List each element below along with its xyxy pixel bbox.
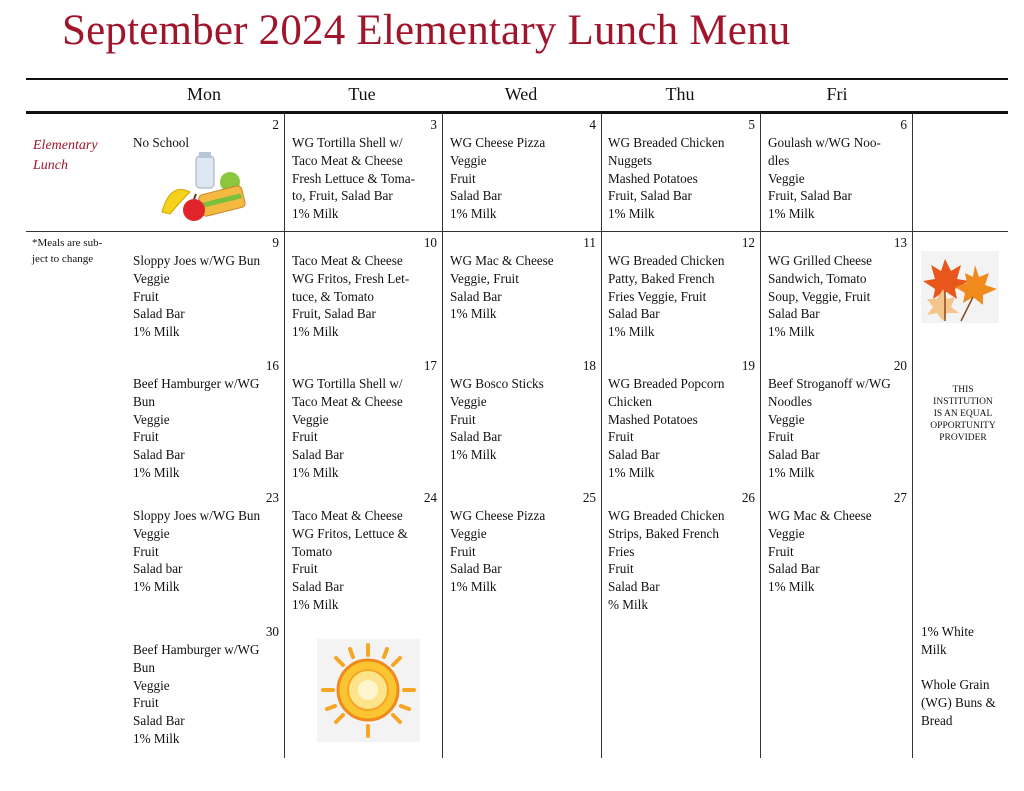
menu-items bbox=[768, 375, 916, 482]
menu-items bbox=[133, 375, 281, 482]
day-date: 6 bbox=[900, 117, 907, 132]
menu-item: Veggie bbox=[133, 525, 170, 541]
menu-item: Mashed Potatoes bbox=[608, 170, 698, 186]
day-date: 16 bbox=[265, 358, 279, 373]
day-cell bbox=[292, 116, 441, 234]
menu-item: 1% Milk bbox=[608, 206, 655, 222]
menu-item: WG Breaded Chicken bbox=[608, 135, 725, 150]
day-cell bbox=[133, 234, 283, 352]
menu-item: Salad Bar bbox=[608, 306, 660, 322]
menu-item: Veggie bbox=[450, 525, 487, 541]
menu-item: Beef Hamburger w/WG bbox=[133, 376, 260, 391]
col-divider bbox=[601, 114, 602, 758]
day-date: 13 bbox=[893, 235, 907, 250]
side-label-line: Lunch bbox=[33, 158, 68, 173]
menu-item: Salad Bar bbox=[133, 713, 185, 729]
page-title: September 2024 Elementary Lunch Menu bbox=[62, 7, 791, 54]
day-date: 25 bbox=[582, 490, 596, 505]
menu-item: 1% Milk bbox=[133, 579, 180, 595]
day-cell bbox=[608, 116, 759, 234]
menu-item: WG Breaded Chicken bbox=[608, 253, 725, 268]
menu-item: 1% Milk bbox=[450, 206, 497, 222]
menu-item: 1% Milk bbox=[292, 464, 339, 480]
menu-item: Salad Bar bbox=[768, 447, 820, 463]
day-header-fri: Fri bbox=[826, 84, 848, 104]
equal-opportunity-statement bbox=[918, 384, 1008, 444]
menu-item: 1% Milk bbox=[450, 447, 497, 463]
menu-item: Salad Bar bbox=[450, 429, 502, 445]
menu-item: Bun bbox=[133, 659, 155, 675]
day-header-mon: Mon bbox=[186, 84, 221, 104]
equal-line: OPPORTUNITY bbox=[930, 421, 996, 431]
day-cell bbox=[450, 357, 600, 475]
menu-item: Taco Meat & Cheese bbox=[292, 152, 403, 168]
equal-line: IS AN EQUAL bbox=[933, 409, 993, 419]
menu-item: 1% Milk bbox=[133, 730, 180, 746]
menu-item: Veggie bbox=[133, 677, 170, 693]
menu-item: dles bbox=[768, 152, 790, 168]
menu-item: 1% Milk bbox=[768, 579, 815, 595]
day-date: 18 bbox=[582, 358, 596, 373]
lunchbox-icon bbox=[160, 152, 246, 224]
menu-item: Sloppy Joes w/WG Bun bbox=[133, 253, 261, 268]
footer-line: Bread bbox=[921, 712, 953, 728]
day-cell bbox=[133, 623, 283, 746]
day-date: 30 bbox=[265, 624, 279, 639]
menu-item: Salad Bar bbox=[450, 288, 502, 304]
day-date: 2 bbox=[272, 117, 279, 132]
menu-item: Veggie bbox=[133, 411, 170, 427]
menu-item: WG Breaded Chicken bbox=[608, 508, 725, 523]
day-header-tue: Tue bbox=[348, 84, 376, 104]
menu-item: to, Fruit, Salad Bar bbox=[292, 188, 393, 204]
day-cell bbox=[450, 234, 600, 352]
menu-items bbox=[292, 134, 440, 223]
menu-item: Fruit bbox=[133, 429, 159, 445]
day-date: 19 bbox=[741, 358, 755, 373]
menu-item: Fruit bbox=[292, 561, 318, 577]
menu-items bbox=[608, 375, 756, 482]
menu-item: Salad bar bbox=[133, 561, 183, 577]
menu-item: Veggie bbox=[450, 152, 487, 168]
footer-notes bbox=[921, 623, 1009, 730]
day-date: 17 bbox=[423, 358, 437, 373]
menu-item: Patty, Baked French bbox=[608, 270, 715, 286]
menu-item: WG Tortilla Shell w/ bbox=[292, 135, 403, 150]
day-cell bbox=[292, 489, 441, 612]
menu-item: Beef Stroganoff w/WG bbox=[768, 376, 891, 391]
footer-line: Whole Grain bbox=[921, 677, 990, 693]
menu-item: Fruit bbox=[450, 543, 476, 559]
day-cell bbox=[768, 116, 911, 234]
footer-line: 1% White bbox=[921, 624, 974, 639]
day-date: 27 bbox=[893, 490, 907, 505]
day-cell bbox=[768, 234, 911, 352]
day-cell bbox=[608, 357, 759, 480]
menu-item: WG Mac & Cheese bbox=[768, 508, 872, 523]
menu-item: 1% Milk bbox=[133, 464, 180, 480]
menu-items bbox=[608, 507, 756, 614]
menu-item: Chicken bbox=[608, 393, 652, 409]
equal-line: INSTITUTION bbox=[933, 397, 993, 407]
top-rule bbox=[26, 78, 1008, 80]
day-date: 10 bbox=[423, 235, 437, 250]
menu-item: Taco Meat & Cheese bbox=[292, 253, 403, 268]
menu-item: Salad Bar bbox=[450, 561, 502, 577]
header-rule bbox=[26, 111, 1008, 114]
day-date: 26 bbox=[741, 490, 755, 505]
menu-item: Salad Bar bbox=[608, 579, 660, 595]
autumn-leaves-icon bbox=[921, 251, 999, 323]
menu-item: WG Mac & Cheese bbox=[450, 253, 554, 268]
col-divider bbox=[284, 114, 285, 758]
equal-line: THIS bbox=[952, 385, 974, 395]
menu-item: Fruit, Salad Bar bbox=[608, 188, 692, 204]
menu-item: Noodles bbox=[768, 393, 812, 409]
col-divider bbox=[442, 114, 443, 758]
day-date: 9 bbox=[272, 235, 279, 250]
menu-item: Fruit bbox=[133, 288, 159, 304]
day-cell bbox=[608, 234, 759, 352]
menu-item: 1% Milk bbox=[768, 324, 815, 340]
menu-item: Mashed Potatoes bbox=[608, 411, 698, 427]
menu-item: 1% Milk bbox=[450, 306, 497, 322]
menu-item: Goulash w/WG Noo- bbox=[768, 135, 881, 150]
day-date: 3 bbox=[430, 117, 437, 132]
menu-items bbox=[133, 134, 281, 152]
menu-item: Taco Meat & Cheese bbox=[292, 393, 403, 409]
menu-item: 1% Milk bbox=[768, 464, 815, 480]
day-cell bbox=[450, 116, 600, 234]
day-date: 24 bbox=[423, 490, 437, 505]
menu-items bbox=[608, 134, 756, 223]
elementary-lunch-label bbox=[33, 136, 98, 176]
menu-item: WG Fritos, Fresh Let- bbox=[292, 270, 410, 286]
day-cell bbox=[608, 489, 759, 612]
day-header-wed: Wed bbox=[504, 84, 538, 104]
menu-item: WG Breaded Popcorn bbox=[608, 376, 725, 391]
menu-item: Fruit bbox=[292, 429, 318, 445]
menu-item: Salad Bar bbox=[768, 306, 820, 322]
col-divider bbox=[760, 114, 761, 758]
menu-item: Sandwich, Tomato bbox=[768, 270, 867, 286]
menu-item: 1% Milk bbox=[292, 596, 339, 612]
menu-item: 1% Milk bbox=[608, 324, 655, 340]
menu-items bbox=[133, 641, 281, 748]
menu-item: WG Tortilla Shell w/ bbox=[292, 376, 403, 391]
footer-line bbox=[921, 659, 1009, 677]
menu-item: Salad Bar bbox=[450, 188, 502, 204]
menu-item: Strips, Baked French bbox=[608, 525, 719, 541]
menu-item: Veggie bbox=[292, 411, 329, 427]
menu-item: Nuggets bbox=[608, 152, 652, 168]
day-cell bbox=[292, 357, 441, 480]
menu-item: Veggie, Fruit bbox=[450, 270, 519, 286]
day-cell bbox=[768, 489, 911, 607]
menu-item: Tomato bbox=[292, 543, 333, 559]
menu-item: Veggie bbox=[133, 270, 170, 286]
day-cell bbox=[768, 357, 911, 480]
day-cell bbox=[292, 234, 441, 352]
menu-item: Salad Bar bbox=[133, 447, 185, 463]
menu-item: Fries Veggie, Fruit bbox=[608, 288, 707, 304]
menu-item: Fruit bbox=[450, 411, 476, 427]
menu-items bbox=[768, 134, 916, 223]
menu-item: Fruit bbox=[768, 429, 794, 445]
menu-items bbox=[133, 507, 281, 596]
menu-item: Salad Bar bbox=[608, 447, 660, 463]
day-date: 11 bbox=[583, 235, 596, 250]
day-header-thu: Thu bbox=[665, 84, 695, 104]
menu-item: Fruit bbox=[608, 429, 634, 445]
menu-item: Salad Bar bbox=[133, 306, 185, 322]
menu-item: Salad Bar bbox=[292, 579, 344, 595]
menu-item: WG Grilled Cheese bbox=[768, 253, 872, 268]
footer-line: (WG) Buns & bbox=[921, 695, 996, 711]
menu-item: Fruit bbox=[133, 695, 159, 711]
meals-note bbox=[32, 235, 132, 267]
menu-item: Fruit, Salad Bar bbox=[292, 306, 376, 322]
menu-item: 1% Milk bbox=[450, 579, 497, 595]
sun-icon bbox=[317, 639, 420, 742]
menu-item: 1% Milk bbox=[768, 206, 815, 222]
menu-item: Fruit bbox=[768, 543, 794, 559]
menu-item: 1% Milk bbox=[292, 206, 339, 222]
menu-item: Fruit bbox=[608, 561, 634, 577]
menu-item: % Milk bbox=[608, 596, 648, 612]
note-line: ject to change bbox=[32, 253, 94, 265]
menu-items bbox=[450, 134, 598, 223]
menu-items bbox=[292, 375, 440, 482]
menu-item: 1% Milk bbox=[133, 324, 180, 340]
menu-item: Sloppy Joes w/WG Bun bbox=[133, 508, 261, 523]
day-cell bbox=[133, 357, 283, 480]
note-line: *Meals are sub- bbox=[32, 237, 103, 249]
menu-items bbox=[768, 507, 916, 596]
day-cell bbox=[450, 489, 600, 607]
menu-items bbox=[768, 252, 916, 341]
menu-item: WG Bosco Sticks bbox=[450, 376, 544, 391]
day-date: 20 bbox=[893, 358, 907, 373]
menu-items bbox=[450, 375, 598, 464]
day-date: 4 bbox=[589, 117, 596, 132]
menu-item: Soup, Veggie, Fruit bbox=[768, 288, 871, 304]
menu-item: Bun bbox=[133, 393, 155, 409]
menu-item: Salad Bar bbox=[768, 561, 820, 577]
menu-item: Fresh Lettuce & Toma- bbox=[292, 170, 415, 186]
menu-item: 1% Milk bbox=[608, 464, 655, 480]
menu-items bbox=[450, 507, 598, 596]
menu-item: Fruit, Salad Bar bbox=[768, 188, 852, 204]
menu-item: No School bbox=[133, 135, 190, 150]
menu-item: WG Cheese Pizza bbox=[450, 508, 546, 523]
menu-item: Fries bbox=[608, 543, 635, 559]
menu-item: Veggie bbox=[768, 411, 805, 427]
footer-line: Milk bbox=[921, 641, 947, 657]
menu-item: Taco Meat & Cheese bbox=[292, 508, 403, 523]
menu-items bbox=[292, 252, 440, 341]
menu-item: Fruit bbox=[450, 170, 476, 186]
menu-items bbox=[133, 252, 281, 341]
equal-line: PROVIDER bbox=[939, 433, 987, 443]
day-cell bbox=[133, 489, 283, 607]
menu-item: WG Cheese Pizza bbox=[450, 135, 546, 150]
menu-item: Fruit bbox=[133, 543, 159, 559]
menu-item: Veggie bbox=[450, 393, 487, 409]
menu-items bbox=[292, 507, 440, 614]
day-date: 12 bbox=[741, 235, 755, 250]
menu-item: Veggie bbox=[768, 170, 805, 186]
menu-item: Beef Hamburger w/WG bbox=[133, 642, 260, 657]
menu-items bbox=[608, 252, 756, 341]
menu-item: Veggie bbox=[768, 525, 805, 541]
day-date: 23 bbox=[265, 490, 279, 505]
menu-item: tuce, & Tomato bbox=[292, 288, 374, 304]
side-label-line: Elementary bbox=[33, 138, 98, 153]
day-date: 5 bbox=[748, 117, 755, 132]
menu-item: Salad Bar bbox=[292, 447, 344, 463]
menu-item: 1% Milk bbox=[292, 324, 339, 340]
menu-item: WG Fritos, Lettuce & bbox=[292, 525, 408, 541]
menu-items bbox=[450, 252, 598, 323]
